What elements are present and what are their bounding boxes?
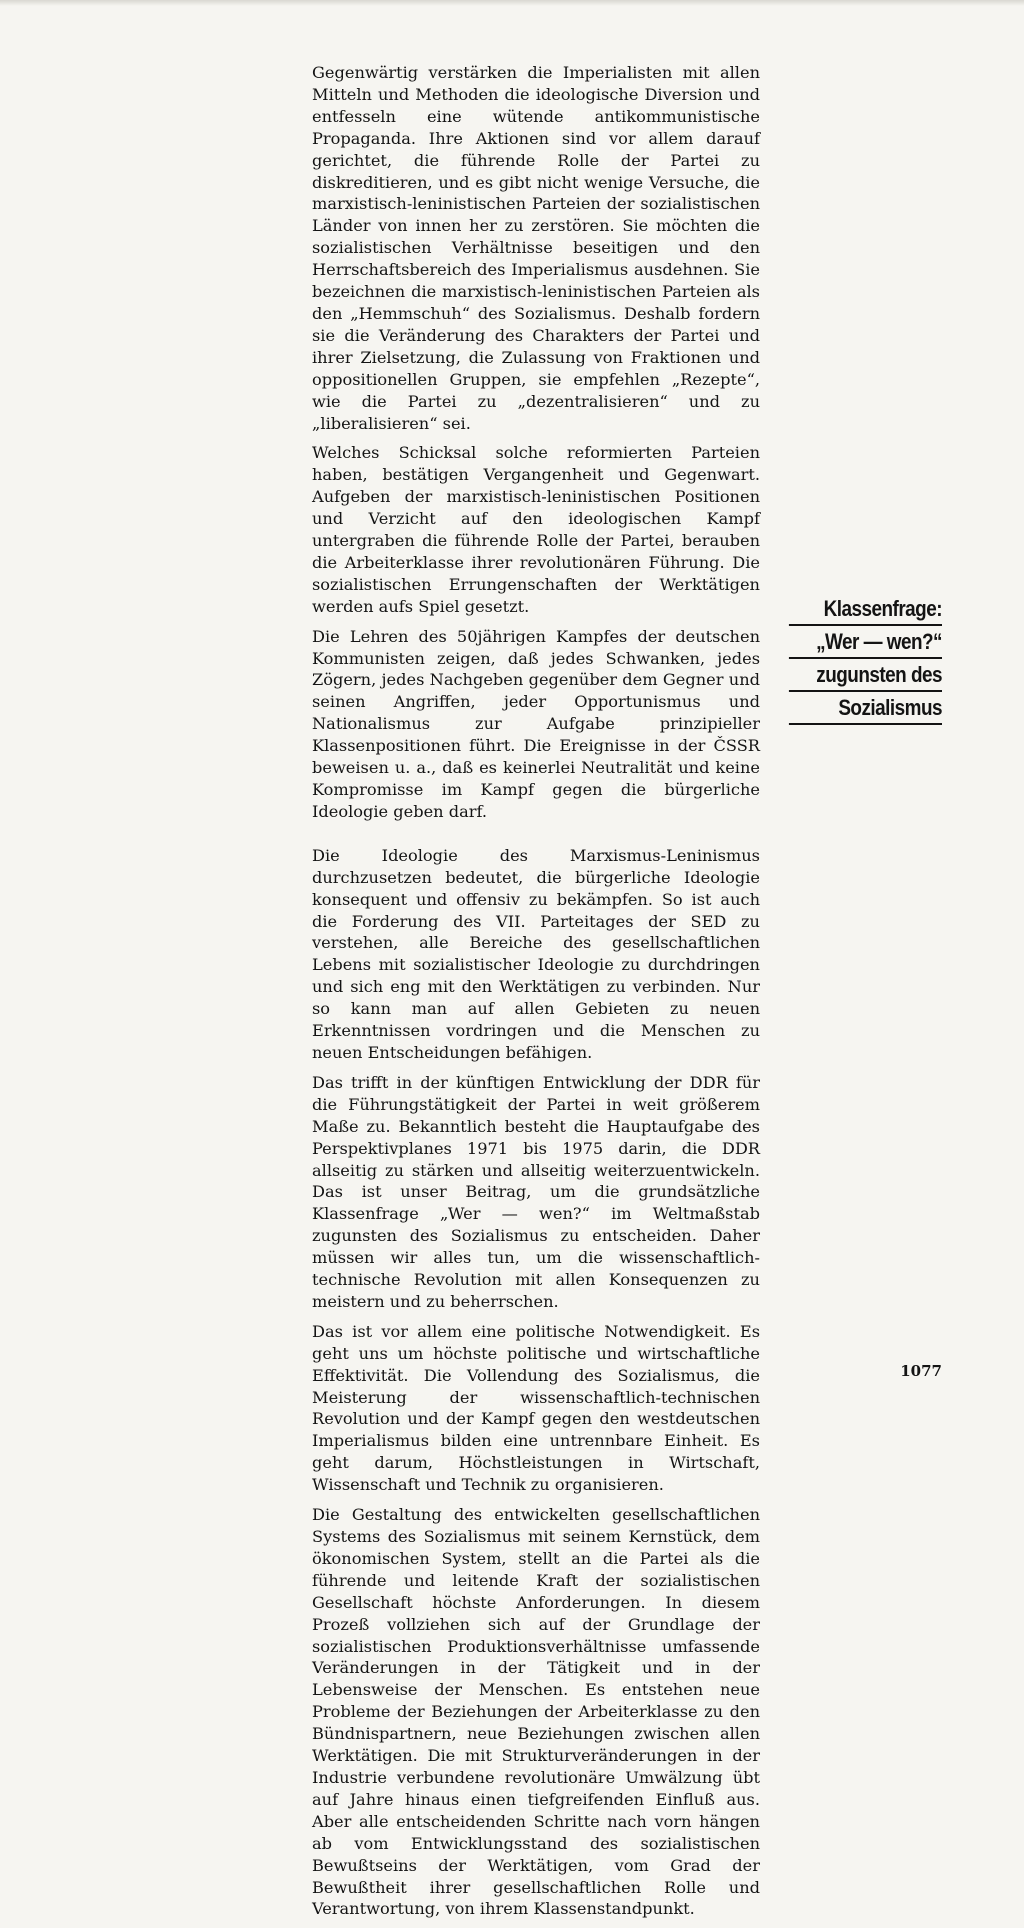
page-top-edge [0, 0, 1024, 6]
margin-heading-line-4: Sozialismus [789, 693, 942, 725]
body-text-column [312, 62, 760, 1928]
paragraph-4: Die Ideologie des Marxismus-Leninismus durchzusetzen bedeutet, die bürgerliche Ideologie konsequent und offensiv zu bekämpfen. So ist auch die Forderung des VII. Parteitages der SED zu verstehen, alle Bereiche des gesellschaftlichen Lebens mit sozialistischer Ideologie zu durchdringen und sich eng mit den Werktätigen zu verbinden. Nur so kann man auf allen Gebieten zu neuen Erkenntnissen vordringen und die Menschen zu neuen Entscheidungen befähigen. [312, 845, 760, 1062]
paragraph-1: Gegenwärtig verstärken die Imperialisten mit allen Mitteln und Methoden die ideologische Diversion und entfesseln eine wütende antikommunistische Propaganda. Ihre Aktionen sind vor allem darauf gerichtet, die führende Rolle der Partei zu diskreditieren, und es gibt nicht wenige Versuche, die marxistisch-leninistischen Parteien der sozialistischen Länder von innen her zu zerstören. Sie möchten die sozialistischen Verhältnisse beseitigen und den Herrschaftsbereich des Imperialismus ausdehnen. Sie bezeichnen die marxistisch-leninistischen Parteien als den „Hemmschuh“ des Sozialismus. Deshalb fordern sie die Veränderung des Charakters der Partei und ihrer Zielsetzung, die Zulassung von Fraktionen und oppositionellen Gruppen, sie empfehlen „Rezepte“, wie die Partei zu „dezentralisieren“ und zu „liberalisieren“ sei. [312, 63, 760, 433]
paragraph-2: Welches Schicksal solche reformierten Parteien haben, bestätigen Vergangenheit und Gegenwart. Aufgeben der marxistisch-leninistischen Positionen und Verzicht auf den ideologischen Kampf untergraben die führende Rolle der Partei, berauben die Arbeiterklasse ihrer revolutionären Führung. Die sozialistischen Errungenschaften der Werktätigen werden aufs Spiel gesetzt. [312, 443, 760, 616]
margin-heading [764, 594, 942, 726]
margin-heading-line-3: zugunsten des [789, 660, 942, 692]
margin-heading-line-2: „Wer — wen?“ [789, 627, 942, 659]
paragraph-3: Die Lehren des 50jährigen Kampfes der deutschen Kommunisten zeigen, daß jedes Schwanken, jedes Zögern, jedes Nachgeben gegenüber dem Gegner und seinen Angriffen, jeder Opportunismus und Nationalismus zur Aufgabe prinzipieller Klassenpositionen führt. Die Ereignisse in der ČSSR beweisen u. a., daß es keinerlei Neutralität und keine Kompromisse im Kampf gegen die bürgerliche Ideologie geben darf. [312, 626, 760, 821]
paragraph-6: Das ist vor allem eine politische Notwendigkeit. Es geht uns um höchste politische und wirtschaftliche Effektivität. Die Vollendung des Sozialismus, die Meisterung der wissenschaftlich-technischen Revolution und der Kampf gegen den westdeutschen Imperialismus bilden eine untrennbare Einheit. Es geht darum, Höchstleistungen in Wirtschaft, Wissenschaft und Technik zu organisieren. [312, 1321, 760, 1495]
paragraph-5: Das trifft in der künftigen Entwicklung der DDR für die Führungstätigkeit der Partei in weit größerem Maße zu. Bekanntlich besteht die Hauptaufgabe des Perspektivplanes 1971 bis 1975 darin, die DDR allseitig zu stärken und allseitig weiterzuentwickeln. Das ist unser Beitrag, um die grundsätzliche Klassenfrage „Wer — wen?“ im Weltmaßstab zugunsten des Sozialismus zu entscheiden. Daher müssen wir alles tun, um die wissenschaftlich-technische Revolution mit allen Konsequenzen zu meistern und zu beherrschen. [312, 1072, 760, 1311]
margin-heading-line-1: Klassenfrage: [789, 594, 942, 626]
paragraph-7: Die Gestaltung des entwickelten gesellschaftlichen Systems des Sozialismus mit seinem Kernstück, dem ökonomischen System, stellt an die Partei als die führende und leitende Kraft der sozialistischen Gesellschaft höchste Anforderungen. In diesem Prozeß vollziehen sich auf der Grundlage der sozialistischen Produktionsverhältnisse umfassende Veränderungen in der Tätigkeit und in der Lebensweise der Menschen. Es entstehen neue Probleme der Beziehungen der Arbeiterklasse zu den Bündnispartnern, neue Beziehungen zwischen allen Werktätigen. Die mit Strukturveränderungen in der Industrie verbundene revolutionäre Umwälzung übt auf Jahre hinaus einen tiefgreifenden Einfluß aus. Aber alle entscheidenden Schritte nach vorn hängen ab vom Entwicklungsstand des sozialistischen Bewußtseins der Werktätigen, vom Grad der Bewußtheit ihrer gesellschaftlichen Rolle und Verantwortung, von ihrem Klassenstandpunkt. [312, 1505, 760, 1919]
page-number: 1077 [900, 1362, 942, 1380]
